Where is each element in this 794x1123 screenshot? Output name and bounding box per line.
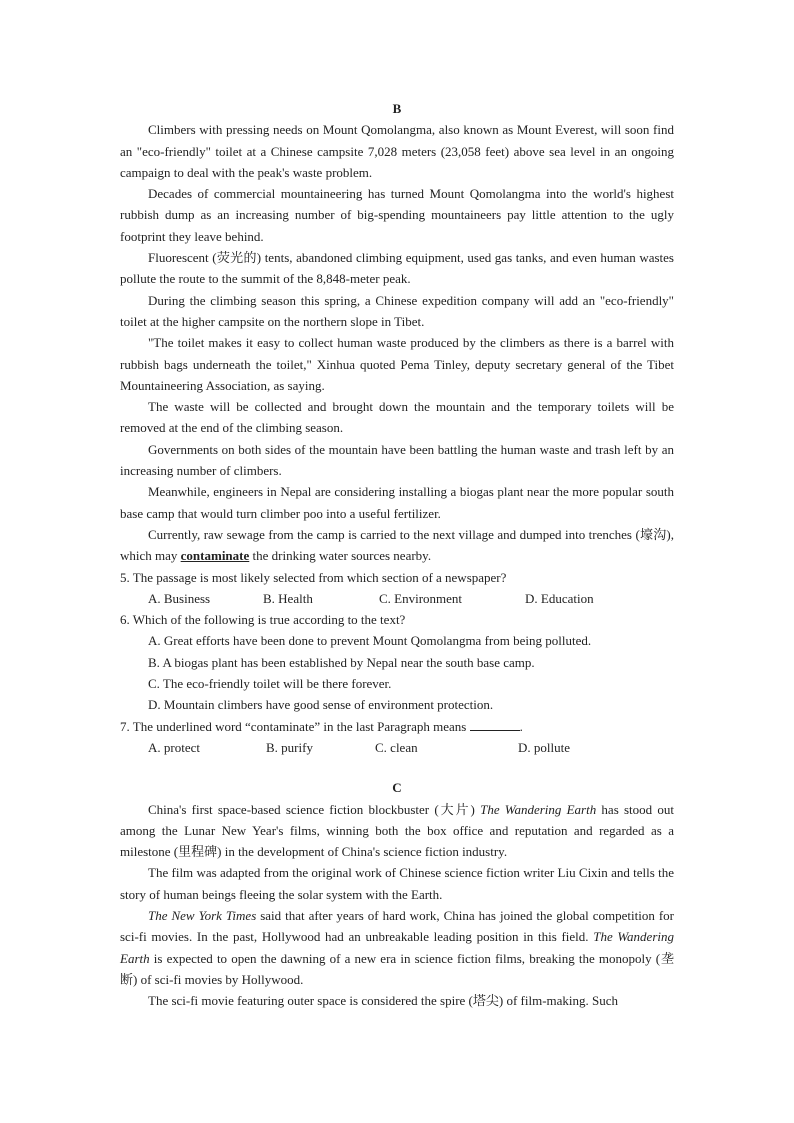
question-5: 5. The passage is most likely selected from which section of a newspaper? [120, 569, 507, 585]
option-c: C. The eco-friendly toilet will be there forever. [148, 676, 392, 692]
paragraph [120, 799, 674, 863]
paragraph: Meanwhile, engineers in Nepal are considering installing a biogas plant near the more popular south base camp that would turn climber poo into a useful fertilizer. [120, 484, 674, 521]
paragraph: Decades of commercial mountaineering has turned Mount Qomolangma into the world's highest rubbish dump as an increasing number of big-spending mountaineers pay little attention to the ugly footprint they leave behind. [120, 186, 674, 244]
text: the drinking water sources nearby. [249, 548, 432, 564]
underlined-word: contaminate [180, 548, 250, 564]
option-d: D. Mountain climbers have good sense of environment protection. [148, 697, 494, 713]
paragraph: The film was adapted from the original work of Chinese science fiction writer Liu Cixin and tells the story of human beings fleeing the solar system with the Earth. [120, 865, 674, 902]
question-7-options [120, 737, 674, 758]
section-b-heading: B [392, 101, 402, 116]
question-7-stem: 7. The underlined word “contaminate” in the last Paragraph means [120, 718, 470, 734]
option-b: B. A biogas plant has been established by Nepal near the south base camp. [148, 654, 535, 670]
paragraph: The waste will be collected and brought down the mountain and the temporary toilets will be removed at the end of the climbing season. [120, 399, 674, 436]
text: has stood out among the Lunar New Year's films, winning both the box office and reputation and regarded as a milestone (里程碑) in the development of China's science fiction industry. [120, 801, 674, 860]
film-title: The Wandering Earth [120, 929, 674, 966]
text: Currently, raw sewage from the camp is carried to the next village and dumped into trenches (壕沟), which may [120, 526, 674, 564]
option-a: A. Great efforts have been done to prevent Mount Qomolangma from being polluted. [148, 633, 592, 649]
newspaper-title: The New York Times [148, 907, 257, 923]
paragraph: "The toilet makes it easy to collect human waste produced by the climbers as there is a barrel with rubbish bags underneath the toilet," Xinhua quoted Pema Tinley, deputy secretary general of the Tibet Mountaineering Association, as saying. [120, 335, 674, 393]
question-5-options [120, 588, 674, 609]
paragraph [120, 905, 674, 990]
answer-blank [470, 718, 520, 731]
paragraph: Governments on both sides of the mountain have been battling the human waste and trash left by an increasing number of climbers. [120, 441, 674, 479]
option-a: A. Business [148, 590, 211, 606]
option-a: A. protect [148, 739, 200, 755]
option-d: D. Education [525, 590, 594, 606]
option-b: B. Health [263, 590, 313, 606]
question-7-stem-end: . [519, 718, 523, 734]
paragraph: During the climbing season this spring, a Chinese expedition company will add an "eco-friendly" toilet at the higher campsite on the northern slope in Tibet. [120, 292, 674, 329]
document-page [120, 98, 674, 1011]
film-title: The Wandering Earth [480, 801, 597, 817]
text: China's first space-based science fiction blockbuster (大片) [148, 801, 481, 817]
paragraph: The sci-fi movie featuring outer space is considered the spire (塔尖) of film-making. Such [148, 993, 619, 1009]
paragraph: Fluorescent (荧光的) tents, abandoned climbing equipment, used gas tanks, and even human wastes pollute the route to the summit of the 8,848-meter peak. [120, 250, 674, 287]
option-c: C. clean [375, 739, 418, 755]
paragraph-last [120, 524, 674, 567]
question-7 [120, 716, 674, 737]
option-c: C. Environment [379, 590, 463, 606]
option-d: D. pollute [518, 739, 570, 755]
option-b: B. purify [266, 739, 313, 755]
section-c-heading: C [392, 780, 402, 796]
paragraph: Climbers with pressing needs on Mount Qomolangma, also known as Mount Everest, will soon find an "eco-friendly" toilet at a Chinese campsite 7,028 meters (23,058 feet) above sea level in an ongoing campaign to deal with the peak's waste problem. [120, 122, 674, 180]
text: said that after years of hard work, China has joined the global competition for sci-fi movies. In the past, Hollywood had an unbreakable leading position in this field. [120, 907, 674, 945]
question-6: 6. Which of the following is true according to the text? [120, 612, 406, 628]
text: is expected to open the dawning of a new era in science fiction films, breaking the monopoly (垄断) of sci-fi movies by Hollywood. [120, 950, 674, 987]
